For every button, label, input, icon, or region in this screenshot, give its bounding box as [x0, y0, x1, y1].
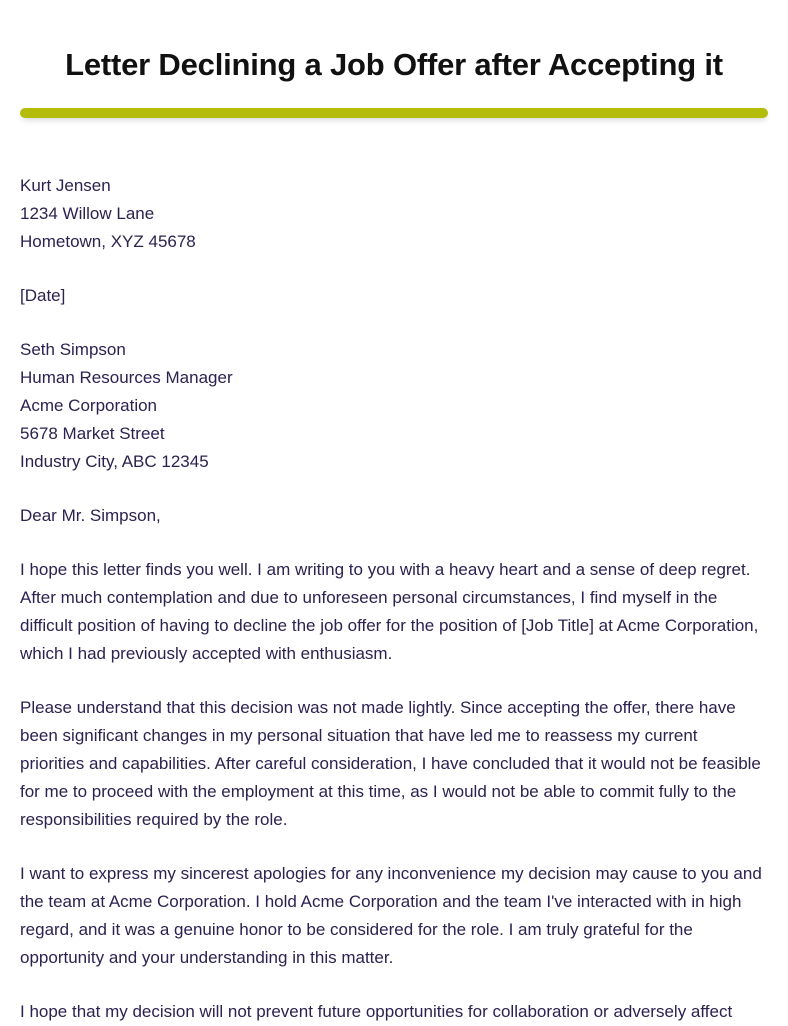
letter-body	[0, 118, 788, 1026]
page-title: Letter Declining a Job Offer after Accepting it	[65, 47, 723, 82]
sender-city-state-zip: Hometown, XYZ 45678	[20, 232, 196, 251]
spacer-para-3-4	[20, 972, 766, 998]
sender-street: 1234 Willow Lane	[20, 204, 155, 223]
spacer-date-recipient	[20, 310, 766, 336]
salutation: Dear Mr. Simpson,	[20, 506, 161, 525]
date-block	[20, 282, 766, 310]
recipient-name: Seth Simpson	[20, 340, 126, 359]
body-paragraph-4: I hope that my decision will not prevent future opportunities for collaboration or adversely affect	[20, 1002, 733, 1021]
body-paragraph-1: I hope this letter finds you well. I am writing to you with a heavy heart and a sense of deep regret. After much contemplation and due to unforeseen personal circumstances, I find myself in the difficult position of having to decline the job offer for the position of [Job Title] at Acme Corporation, which I had previously accepted with enthusiasm.	[20, 560, 759, 663]
recipient-city-state-zip: Industry City, ABC 12345	[20, 452, 209, 471]
recipient-street: 5678 Market Street	[20, 424, 165, 443]
recipient-company: Acme Corporation	[20, 396, 158, 415]
spacer-para-2-3	[20, 834, 766, 860]
recipient-title: Human Resources Manager	[20, 368, 233, 387]
salutation-block	[20, 502, 766, 530]
spacer-salutation-body	[20, 530, 766, 556]
sender-name: Kurt Jensen	[20, 176, 111, 195]
spacer-recipient-salutation	[20, 476, 766, 502]
spacer-sender-date	[20, 256, 766, 282]
recipient-address-block	[20, 336, 766, 476]
spacer-para-1-2	[20, 668, 766, 694]
date-placeholder: [Date]	[20, 286, 66, 305]
body-paragraph-2: Please understand that this decision was not made lightly. Since accepting the offer, there have been significant changes in my personal situation that have led me to reassess my current priorities and capabilities. After careful consideration, I have concluded that it would not be feasible for me to proceed with the employment at this time, as I would not be able to commit fully to the responsibilities required by the role.	[20, 698, 761, 829]
title-divider-wrapper	[0, 108, 788, 118]
accent-divider-bar	[20, 108, 768, 118]
sender-address-block	[20, 172, 766, 256]
body-paragraph-3: I want to express my sincerest apologies for any inconvenience my decision may cause to you and the team at Acme Corporation. I hold Acme Corporation and the team I've interacted with in high regard, and it was a genuine honor to be considered for the role. I am truly grateful for the opportunity and your understanding in this matter.	[20, 864, 762, 967]
spacer-above-sender	[20, 118, 766, 172]
